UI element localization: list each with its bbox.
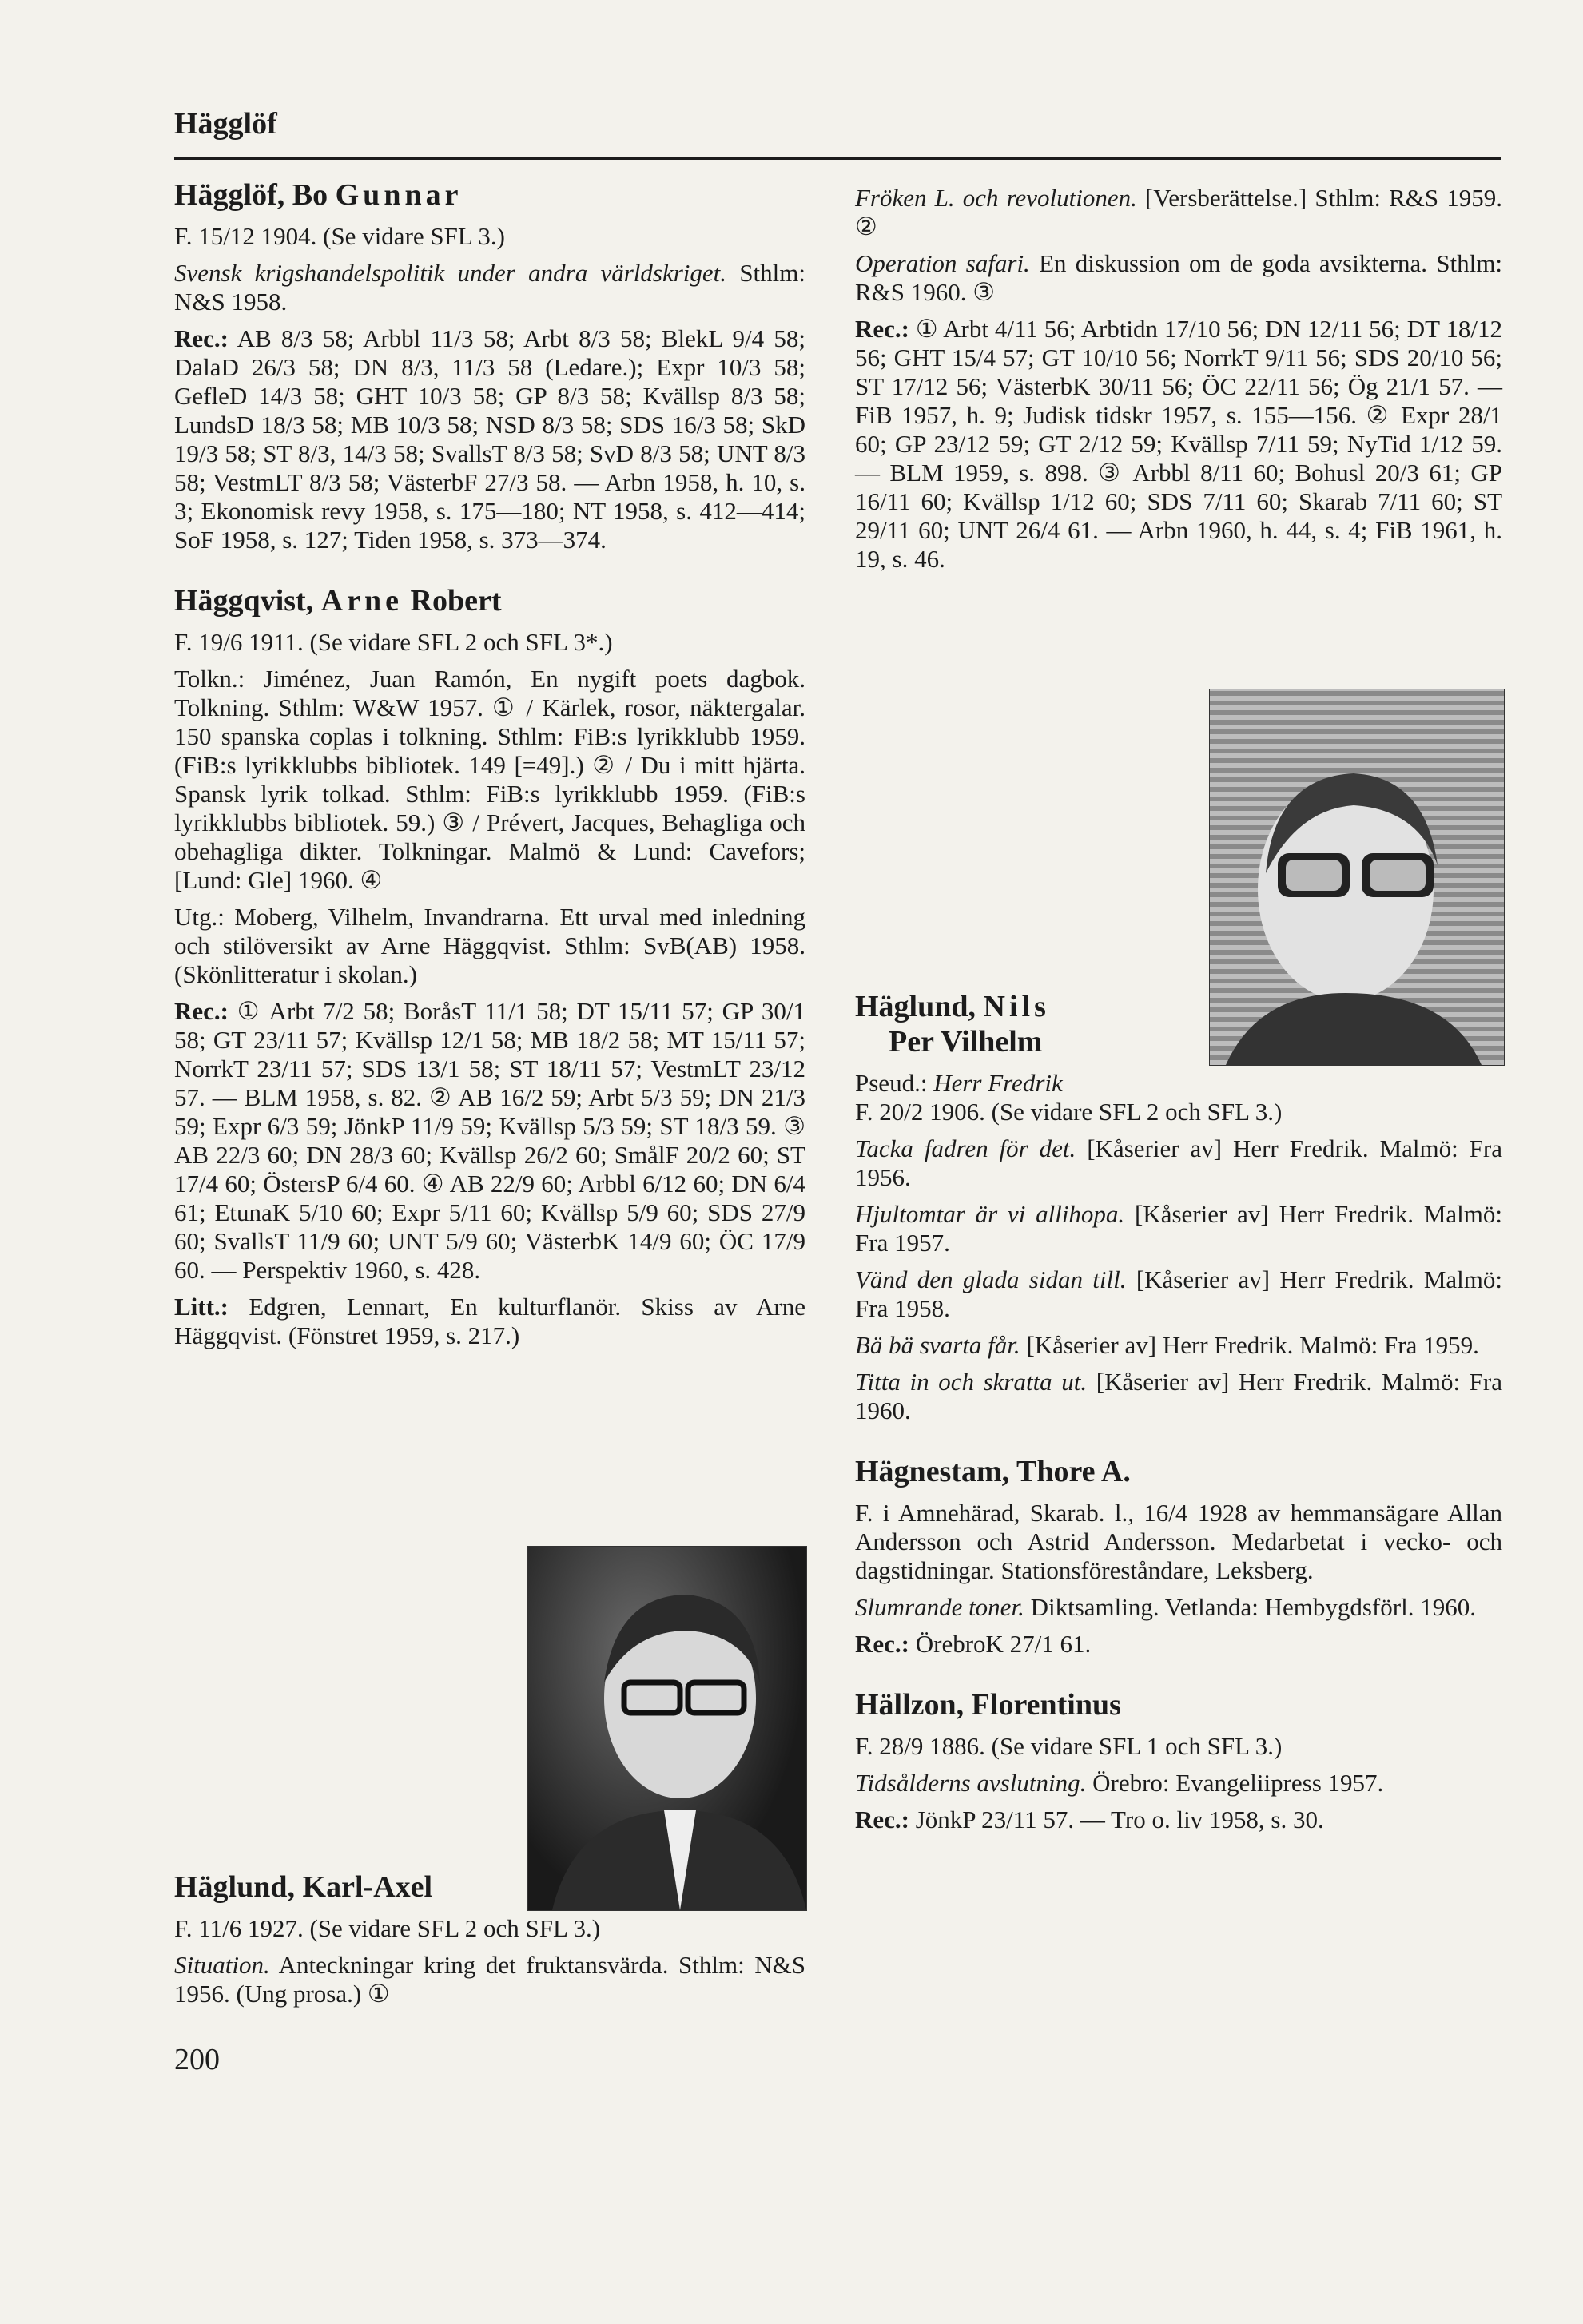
rec-label: Rec.: <box>855 1630 909 1658</box>
entry-born: F. 20/2 1906. (Se vidare SFL 2 och SFL 3.) <box>855 1098 1283 1126</box>
pseud-text: Herr Fredrik <box>933 1069 1063 1097</box>
right-column-mid <box>855 989 1502 1842</box>
work-rest: [Versberättelse.] Sthlm: R&S 1959. ② <box>855 184 1502 240</box>
entry-literature <box>174 1293 805 1350</box>
work-rest: [Kåserier av] Herr Fredrik. Malmö: Fra 1960. <box>855 1368 1502 1424</box>
entry-born: F. 15/12 1904. (Se vidare SFL 3.) <box>174 222 505 250</box>
entry-name: Häggqvist, <box>174 584 314 618</box>
work-title: Bä bä svarta får. <box>855 1331 1020 1359</box>
work-title: Titta in och skratta ut. <box>855 1368 1088 1396</box>
header-rule <box>174 157 1501 160</box>
entry-born: F. 11/6 1927. (Se vidare SFL 2 och SFL 3.) <box>174 1914 601 1942</box>
work-pub: Sthlm: N&S 1958. <box>174 259 806 316</box>
entry-heading-haglund-nils <box>855 989 1502 1059</box>
portrait-photo-haglund-karl-axel <box>527 1546 807 1911</box>
entry-reviews <box>855 315 1502 574</box>
entry-work <box>855 1134 1502 1192</box>
rec-label: Rec.: <box>174 324 229 352</box>
litt-label: Litt.: <box>174 1293 229 1321</box>
entry-name-rest: Per Vilhelm <box>889 1025 1043 1059</box>
entry-work <box>174 259 805 316</box>
work-rest: Örebro: Evangeliipress 1957. <box>1092 1769 1384 1797</box>
entry-name: Häglund, <box>855 990 976 1023</box>
entry-work <box>855 184 1502 241</box>
entry-heading-haglund-karl-axel: Häglund, Karl-Axel <box>174 1870 433 1904</box>
work-title: Slumrande toner. <box>855 1593 1024 1621</box>
entry-name: Hägglöf, Bo <box>174 178 328 212</box>
entry-work <box>855 1200 1502 1257</box>
entry-born: F. i Amnehärad, Skarab. l., 16/4 1928 av hemmansägare Allan Andersson och Astrid Andersson. Medarbetat i vecko- och dagstidningar. Stationsföreståndare, Leksberg. <box>855 1499 1502 1584</box>
entry-heading-hagglof <box>174 177 805 213</box>
work-title: Vänd den glada sidan till. <box>855 1265 1127 1293</box>
entry-work <box>855 1593 1502 1622</box>
entry-name-spaced: Gunnar <box>335 178 463 212</box>
entry-reviews <box>855 1806 1502 1834</box>
entry-heading-haggqvist <box>174 583 805 618</box>
entry-work <box>174 1951 805 2008</box>
work-rest: [Kåserier av] Herr Fredrik. Malmö: Fra 1957. <box>855 1200 1502 1257</box>
left-column <box>174 177 805 1358</box>
rec-label: Rec.: <box>855 315 909 343</box>
work-title: Hjultomtar är vi allihopa. <box>855 1200 1125 1228</box>
entry-work <box>855 249 1502 307</box>
work-title: Svensk krigshandelspolitik under andra världskriget. <box>174 259 727 287</box>
work-rest: En diskussion om de goda avsikterna. Sthlm: R&S 1960. ③ <box>855 249 1502 306</box>
work-title: Tidsålderns avslutning. <box>855 1769 1087 1797</box>
entry-heading-hallzon: Hällzon, Florentinus <box>855 1688 1121 1722</box>
works-list <box>855 1134 1502 1425</box>
entry-work <box>855 1331 1502 1360</box>
entry-work <box>855 1769 1502 1798</box>
entry-work <box>855 1265 1502 1323</box>
entry-work <box>855 1368 1502 1425</box>
entry-reviews <box>174 997 805 1285</box>
entry-reviews <box>855 1630 1502 1659</box>
entry-heading-hagnestam: Hägnestam, Thore A. <box>855 1455 1131 1488</box>
entry-born: F. 19/6 1911. (Se vidare SFL 2 och SFL 3*.) <box>174 628 613 656</box>
entry-translations: Tolkn.: Jiménez, Juan Ramón, En nygift poets dagbok. Tolkning. Sthlm: W&W 1957. ① / Kärlek, rosor, näktergalar. 150 spanska coplas i tolkning. Sthlm: FiB:s lyrikklubb 1959. (FiB:s lyrikklubbs bibliotek. 149 [=49].) ② / Du i mitt hjärta. Spansk lyrik tolkad. Sthlm: FiB:s lyrikklubb 1959. (FiB:s lyrikklubbs bibliotek. 59.) ③ / Prévert, Jacques, Behagliga och obehagliga dikter. Tolkningar. Malmö & Lund: Cavefors; [Lund: Gle] 1960. ④ <box>174 665 805 894</box>
running-head: Hägglöf <box>174 107 277 141</box>
entry-pseudonym <box>855 1069 1502 1098</box>
work-rest: [Kåserier av] Herr Fredrik. Malmö: Fra 1956. <box>855 1134 1503 1191</box>
rec-text: JönkP 23/11 57. — Tro o. liv 1958, s. 30. <box>915 1806 1324 1833</box>
entry-name-rest: Robert <box>410 584 502 618</box>
left-column-bottom <box>174 1869 805 2016</box>
work-title: Operation safari. <box>855 249 1030 277</box>
work-title: Fröken L. och revolutionen. <box>855 184 1137 212</box>
rec-text: AB 8/3 58; Arbbl 11/3 58; Arbt 8/3 58; BlekL 9/4 58; DalaD 26/3 58; DN 8/3, 11/3 58 (Ledare.); Expr 10/3 58; GefleD 14/3 58; GHT 10/3 58; GP 8/3 58; Kvällsp 8/3 58; LundsD 18/3 58; MB 10/3 58; NSD 8/3 58; SDS 16/3 58; SkD 19/3 58; ST 8/3, 14/3 58; SvallsT 8/3 58; SvD 8/3 58; UNT 8/3 58; VestmLT 8/3 58; VästerbF 27/3 58. — Arbn 1958, h. 10, s. 3; Ekonomisk revy 1958, s. 175—180; NT 1958, s. 412—414; SoF 1958, s. 127; Tiden 1958, s. 373—374. <box>174 324 805 554</box>
work-title: Situation. <box>174 1951 270 1979</box>
work-rest: [Kåserier av] Herr Fredrik. Malmö: Fra 1959. <box>1026 1331 1479 1359</box>
right-column-top <box>855 184 1502 582</box>
work-rest: Diktsamling. Vetlanda: Hembygdsförl. 1960. <box>1030 1593 1476 1621</box>
page-number: 200 <box>174 2043 220 2076</box>
litt-text: Edgren, Lennart, En kulturflanör. Skiss av Arne Häggqvist. (Fönstret 1959, s. 217.) <box>174 1293 806 1349</box>
rec-text: ① Arbt 4/11 56; Arbtidn 17/10 56; DN 12/11 56; DT 18/12 56; GHT 15/4 57; GT 10/10 56; NorrkT 9/11 56; SDS 20/10 56; ST 17/12 56; VästerbK 30/11 56; ÖC 22/11 56; Ög 21/1 57. — FiB 1957, h. 9; Judisk tidskr 1957, s. 155—156. ② Expr 28/1 60; GP 23/12 59; GT 2/12 59; Kvällsp 7/11 59; NyTid 1/12 59. — BLM 1959, s. 898. ③ Arbbl 8/11 60; Bohusl 20/3 61; GP 16/11 60; Kvällsp 1/12 60; SDS 7/11 60; Skarab 7/11 60; ST 29/11 60; UNT 26/4 61. — Arbn 1960, h. 44, s. 4; FiB 1961, h. 19, s. 46. <box>855 315 1503 573</box>
entry-born: F. 28/9 1886. (Se vidare SFL 1 och SFL 3.) <box>855 1732 1283 1760</box>
rec-label: Rec.: <box>174 997 229 1025</box>
entry-name-spaced: Arne <box>320 584 404 618</box>
work-rest: [Kåserier av] Herr Fredrik. Malmö: Fra 1958. <box>855 1265 1502 1322</box>
entry-edited: Utg.: Moberg, Vilhelm, Invandrarna. Ett urval med inledning och stilöversikt av Arne Häggqvist. Sthlm: SvB(AB) 1958. (Skönlitteratur i skolan.) <box>174 903 805 988</box>
rec-text: ① Arbt 7/2 58; BoråsT 11/1 58; DT 15/11 57; GP 30/1 58; GT 23/11 57; Kvällsp 12/1 58; MB 18/2 58; MT 15/11 57; NorrkT 23/11 57; SDS 13/1 58; ST 18/11 57; VestmLT 23/12 57. — BLM 1958, s. 82. ② AB 16/2 59; Arbt 5/3 59; DN 21/3 59; Expr 6/3 59; JönkP 11/9 59; Kvällsp 5/3 59; ST 18/3 59. ③ AB 22/3 60; DN 28/3 60; Kvällsp 26/2 60; SmålF 20/2 60; ST 17/4 60; ÖstersP 6/4 60. ④ AB 22/9 60; Arbbl 6/12 60; DN 6/4 61; EtunaK 5/10 60; Expr 5/11 60; Kvällsp 5/9 60; SDS 27/9 60; SvallsT 11/9 60; UNT 5/9 60; VästerbK 14/9 60; ÖC 17/9 60. — Perspektiv 1960, s. 428. <box>174 997 805 1284</box>
work-rest: Anteckningar kring det fruktansvärda. Sthlm: N&S 1956. (Ung prosa.) ① <box>174 1951 805 2008</box>
rec-text: ÖrebroK 27/1 61. <box>915 1630 1092 1658</box>
work-title: Tacka fadren för det. <box>855 1134 1076 1162</box>
pseud-label: Pseud.: <box>855 1069 928 1097</box>
entry-name-spaced: Nils <box>983 990 1050 1023</box>
entry-reviews <box>174 324 805 554</box>
rec-label: Rec.: <box>855 1806 909 1833</box>
